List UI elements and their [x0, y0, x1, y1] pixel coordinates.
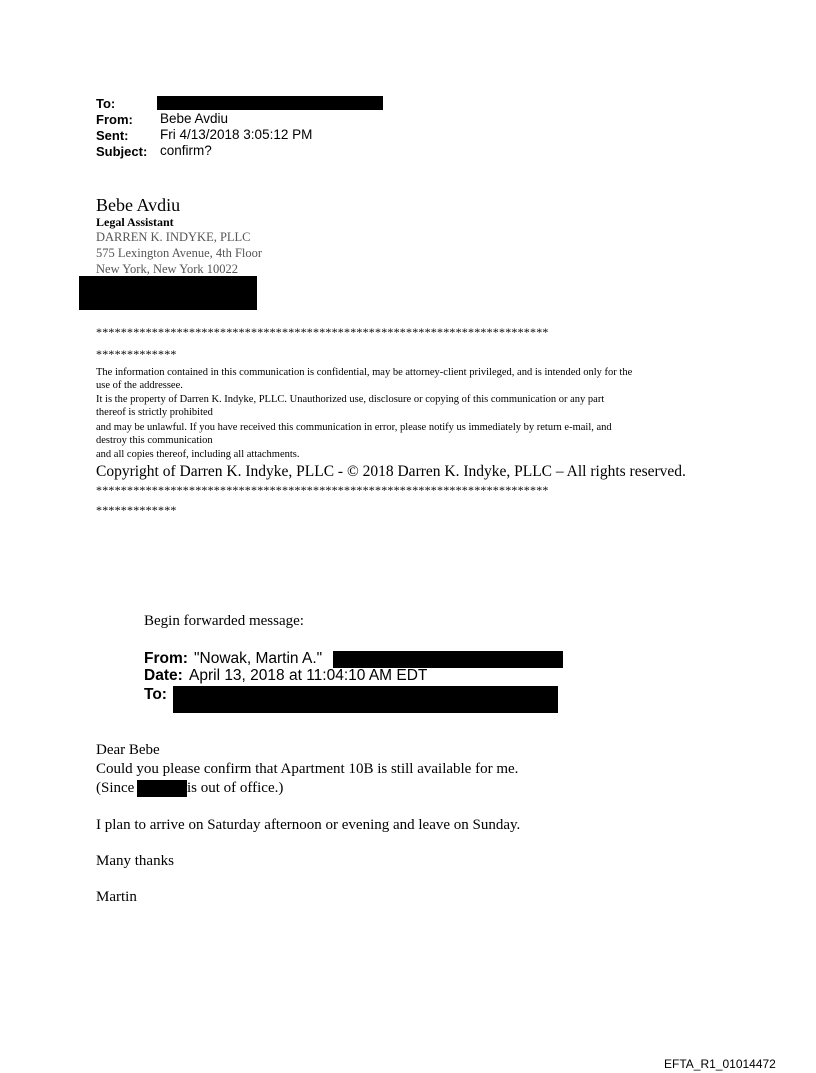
disclaimer-line-4: thereof is strictly prohibited: [96, 407, 213, 418]
stars-divider-bottom: *************************************************************************: [96, 483, 549, 497]
signature-address-2: New York, New York 10022: [96, 262, 239, 276]
forwarded-from-label: From:: [144, 650, 188, 667]
body-name-redaction: [137, 780, 187, 797]
signature-name: Bebe Avdiu: [96, 195, 181, 215]
sent-label: Sent:: [96, 128, 129, 143]
document-id: EFTA_R1_01014472: [664, 1057, 776, 1071]
subject-value: confirm?: [160, 143, 212, 158]
disclaimer-line-6: destroy this communication: [96, 435, 213, 446]
disclaimer-line-7: and all copies thereof, including all attachments.: [96, 449, 300, 460]
disclaimer-line-2: use of the addressee.: [96, 380, 183, 391]
forwarded-date-label: Date:: [144, 667, 183, 684]
from-label: From:: [96, 112, 133, 127]
disclaimer-line-3: It is the property of Darren K. Indyke, PLLC. Unauthorized use, disclosure or copying of this communication or any part: [96, 394, 605, 405]
disclaimer-line-1: The information contained in this communication is confidential, may be attorney-client privileged, and is intended only for the: [96, 367, 633, 378]
body-thanks: Many thanks: [96, 853, 174, 869]
signature-redaction: [79, 276, 257, 310]
forwarded-from-value: "Nowak, Martin A.": [194, 650, 323, 667]
body-signoff: Martin: [96, 889, 137, 905]
sent-value: Fri 4/13/2018 3:05:12 PM: [160, 127, 313, 142]
disclaimer-line-5: and may be unlawful. If you have received this communication in error, please notify us immediately by return e-mail, and: [96, 422, 612, 433]
to-label: To:: [96, 96, 116, 111]
from-value: Bebe Avdiu: [160, 111, 229, 126]
stars-divider-top-short: *************: [96, 347, 177, 361]
forwarded-to-redaction: [173, 686, 558, 713]
signature-firm: DARREN K. INDYKE, PLLC: [96, 230, 251, 244]
signature-title: Legal Assistant: [96, 215, 174, 229]
forwarded-from-redaction: [333, 651, 563, 668]
body-line-1: Could you please confirm that Apartment 10B is still available for me.: [96, 761, 519, 777]
forwarded-date-value: April 13, 2018 at 11:04:10 AM EDT: [189, 667, 428, 684]
forwarded-intro: Begin forwarded message:: [144, 613, 304, 629]
body-line-3: I plan to arrive on Saturday afternoon or evening and leave on Sunday.: [96, 817, 521, 833]
copyright-notice: Copyright of Darren K. Indyke, PLLC - © 2018 Darren K. Indyke, PLLC – All rights reserved.: [96, 463, 686, 480]
body-line-2-start: (Since: [96, 780, 135, 796]
body-greeting: Dear Bebe: [96, 742, 160, 758]
stars-divider-bottom-short: *************: [96, 503, 177, 517]
forwarded-to-label: To:: [144, 686, 167, 703]
to-redaction: [157, 96, 383, 110]
stars-divider-top: *************************************************************************: [96, 325, 549, 339]
signature-address-1: 575 Lexington Avenue, 4th Floor: [96, 246, 263, 260]
body-line-2-end: is out of office.): [187, 780, 284, 796]
subject-label: Subject:: [96, 144, 148, 159]
